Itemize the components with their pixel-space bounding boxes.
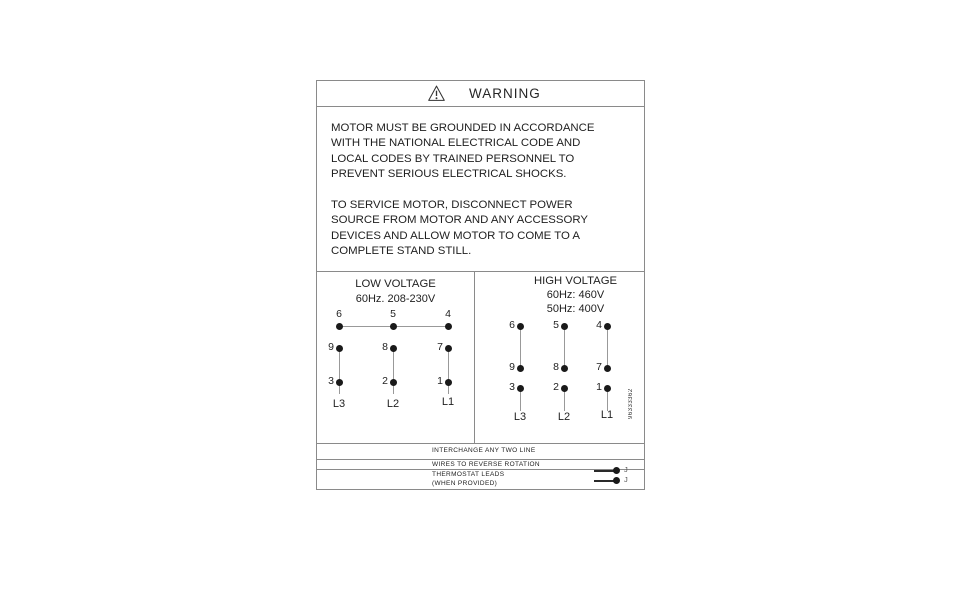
notes-divider-2: [317, 459, 644, 460]
body-line: SOURCE FROM MOTOR AND ANY ACCESSORY: [331, 214, 588, 227]
hv-terminal-1-dot: [604, 385, 611, 392]
grounding-paragraph: [331, 121, 595, 182]
body-line: PREVENT SERIOUS ELECTRICAL SHOCKS.: [331, 167, 567, 180]
lv-terminal-3-label: 3: [328, 375, 334, 387]
hv-terminal-1-label: 1: [596, 381, 602, 393]
lv-terminal-5-label: 5: [390, 308, 396, 320]
hv-wire-6-9: [520, 326, 521, 368]
hv-terminal-6-dot: [517, 323, 524, 330]
high-voltage-subtitle-50hz: 50Hz: 400V: [546, 303, 605, 315]
hv-terminal-9-dot: [517, 365, 524, 372]
body-line: WITH THE NATIONAL ELECTRICAL CODE AND: [331, 137, 581, 150]
thermostat-lead-j-label-2: J: [624, 475, 628, 484]
hv-line-l2-label: L2: [557, 411, 571, 423]
thermostat-lead-j-label-1: J: [624, 465, 628, 474]
hv-terminal-3-dot: [517, 385, 524, 392]
hv-terminal-4-dot: [604, 323, 611, 330]
lv-wire-l3: [339, 348, 340, 394]
lv-terminal-1-label: 1: [437, 375, 443, 387]
hv-line-l3-label: L3: [513, 411, 527, 423]
lv-line-l1-label: L1: [441, 396, 455, 408]
hv-terminal-2-dot: [561, 385, 568, 392]
thermostat-lead-dot-1: [613, 467, 620, 474]
high-voltage-subtitle-60hz: 60Hz: 460V: [546, 289, 605, 301]
body-line: MOTOR MUST BE GROUNDED IN ACCORDANCE: [331, 122, 595, 134]
body-line: TO SERVICE MOTOR, DISCONNECT POWER: [331, 199, 573, 212]
service-paragraph: [331, 198, 595, 259]
low-voltage-subtitle: 60Hz. 208-230V: [355, 293, 436, 305]
note-when-provided: (WHEN PROVIDED): [432, 480, 498, 487]
lv-wire-l1: [448, 348, 449, 394]
warning-header: [317, 81, 644, 107]
hv-wire-4-7: [607, 326, 608, 368]
high-voltage-title: HIGH VOLTAGE: [533, 275, 618, 287]
hv-terminal-9-label: 9: [509, 361, 515, 373]
low-voltage-panel: [317, 272, 474, 443]
high-voltage-header: [475, 274, 646, 316]
warning-triangle-icon: [427, 84, 446, 103]
body-line: COMPLETE STAND STILL.: [331, 245, 472, 258]
lv-terminal-7-dot: [445, 345, 452, 352]
hv-terminal-5-label: 5: [553, 319, 559, 331]
thermostat-lead-dot-2: [613, 477, 620, 484]
warning-title: WARNING: [469, 86, 541, 101]
hv-terminal-7-dot: [604, 365, 611, 372]
thermostat-lead-wire-2: [594, 480, 615, 482]
hv-terminal-4-label: 4: [596, 319, 602, 331]
lv-line-l2-label: L2: [386, 398, 400, 410]
note-interchange: INTERCHANGE ANY TWO LINE: [432, 447, 536, 454]
lv-terminal-7-label: 7: [437, 341, 443, 353]
lv-terminal-4-label: 4: [445, 308, 451, 320]
body-line: LOCAL CODES BY TRAINED PERSONNEL TO: [331, 152, 575, 165]
hv-terminal-8-dot: [561, 365, 568, 372]
body-line: DEVICES AND ALLOW MOTOR TO COME TO A: [331, 229, 580, 242]
lv-terminal-9-label: 9: [328, 341, 334, 353]
hv-terminal-2-label: 2: [553, 381, 559, 393]
hv-terminal-5-dot: [561, 323, 568, 330]
lv-terminal-1-dot: [445, 379, 452, 386]
hv-terminal-6-label: 6: [509, 319, 515, 331]
hv-terminal-7-label: 7: [596, 361, 602, 373]
motor-warning-label: [316, 80, 645, 490]
part-number: 96333362: [628, 388, 634, 419]
note-thermostat-leads: THERMOSTAT LEADS: [432, 471, 505, 478]
lv-terminal-8-label: 8: [382, 341, 388, 353]
lv-line-l3-label: L3: [332, 398, 346, 410]
lv-terminal-9-dot: [336, 345, 343, 352]
lv-terminal-4-dot: [445, 323, 452, 330]
hv-terminal-3-label: 3: [509, 381, 515, 393]
lv-terminal-8-dot: [390, 345, 397, 352]
lv-wire-l2: [393, 348, 394, 394]
lv-terminal-5-dot: [390, 323, 397, 330]
high-voltage-panel: [475, 272, 646, 443]
notes-divider-1: [317, 443, 644, 444]
lv-terminal-3-dot: [336, 379, 343, 386]
low-voltage-title: LOW VOLTAGE: [355, 278, 436, 290]
hv-wire-5-8: [564, 326, 565, 368]
note-reverse-rotation: WIRES TO REVERSE ROTATION: [432, 461, 540, 468]
lv-terminal-2-label: 2: [382, 375, 388, 387]
warning-body-text: [331, 121, 595, 275]
lv-terminal-6-dot: [336, 323, 343, 330]
lv-terminal-6-label: 6: [336, 308, 342, 320]
hv-line-l1-label: L1: [600, 409, 614, 421]
hv-terminal-8-label: 8: [553, 361, 559, 373]
thermostat-lead-wire-1: [594, 470, 615, 472]
lv-terminal-2-dot: [390, 379, 397, 386]
